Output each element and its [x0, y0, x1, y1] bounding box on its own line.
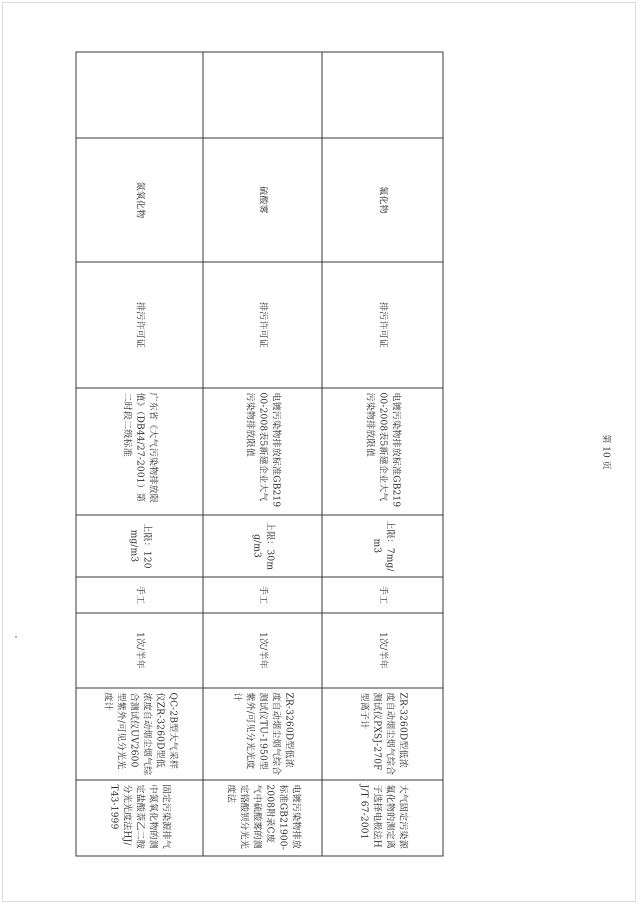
method-cell: 手工 [203, 577, 322, 613]
empty-cell [76, 52, 203, 138]
instrument-cell: QC-2B型大气采样仪ZR-3260D型低浓度自动烟尘烟气综合测试仪UV2600型紫外/可见分光光度计 [76, 688, 203, 780]
standard-cell: 电镀污染物排放标准GB21900-2008表5新建企业大气污染物排放限值 [203, 388, 322, 515]
limit-cell: 上限：7mg/m3 [322, 515, 443, 577]
standard-cell: 广东省《大气污染物排放限值》（DB44/27-2001）第二时段二级标准 [76, 388, 203, 515]
limit-cell: 上限：120mg/m3 [76, 515, 203, 577]
instrument-cell: ZR-3260D型低浓度自动烟尘烟气综合测试仪PXSJ-270F型离子计 [322, 688, 443, 780]
method-cell: 手工 [322, 577, 443, 613]
method-cell: 手工 [76, 577, 203, 613]
pollutant-cell: 氮氧化物 [76, 138, 203, 262]
standard-cell: 电镀污染物排放标准GB21900-2008表5新建企业大气污染物排放限值 [322, 388, 443, 515]
empty-cell [203, 52, 322, 138]
frequency-cell: 1次/半年 [203, 613, 322, 688]
monitoring-table [76, 52, 444, 857]
margin-mark [15, 636, 17, 638]
analysis-method-cell: 固定污染源排气中氮氧化物的测定盐酸萘乙二胺分光光度法HJ/T43-1999 [76, 780, 203, 856]
pollutant-cell: 氟化物 [322, 138, 443, 262]
analysis-method-cell: 大气固定污染源氟化物的测定离子选择电极法HJ/T 67-2001 [322, 780, 443, 856]
pollutant-cell: 硫酸雾 [203, 138, 322, 262]
table-row [76, 52, 203, 856]
frequency-cell: 1次/半年 [76, 613, 203, 688]
table-row [322, 52, 443, 856]
basis-cell: 排污许可证 [322, 262, 443, 388]
basis-cell: 排污许可证 [76, 262, 203, 388]
limit-cell: 上限：30mg/m3 [203, 515, 322, 577]
rotated-table-container [77, 52, 444, 856]
analysis-method-cell: 电镀污染物排放标准GB21900-2008附录C废气中硫酸雾的测定铬酸钡分光光度法 [203, 780, 322, 856]
instrument-cell: ZR-3260D型低浓度自动烟尘烟气综合测试仪TU-1950型紫外/可见分光光度计 [203, 688, 322, 780]
page-number: 第 10 页 [600, 434, 611, 470]
empty-cell [322, 52, 443, 138]
frequency-cell: 1次/半年 [322, 613, 443, 688]
basis-cell: 排污许可证 [203, 262, 322, 388]
table-row [203, 52, 322, 856]
